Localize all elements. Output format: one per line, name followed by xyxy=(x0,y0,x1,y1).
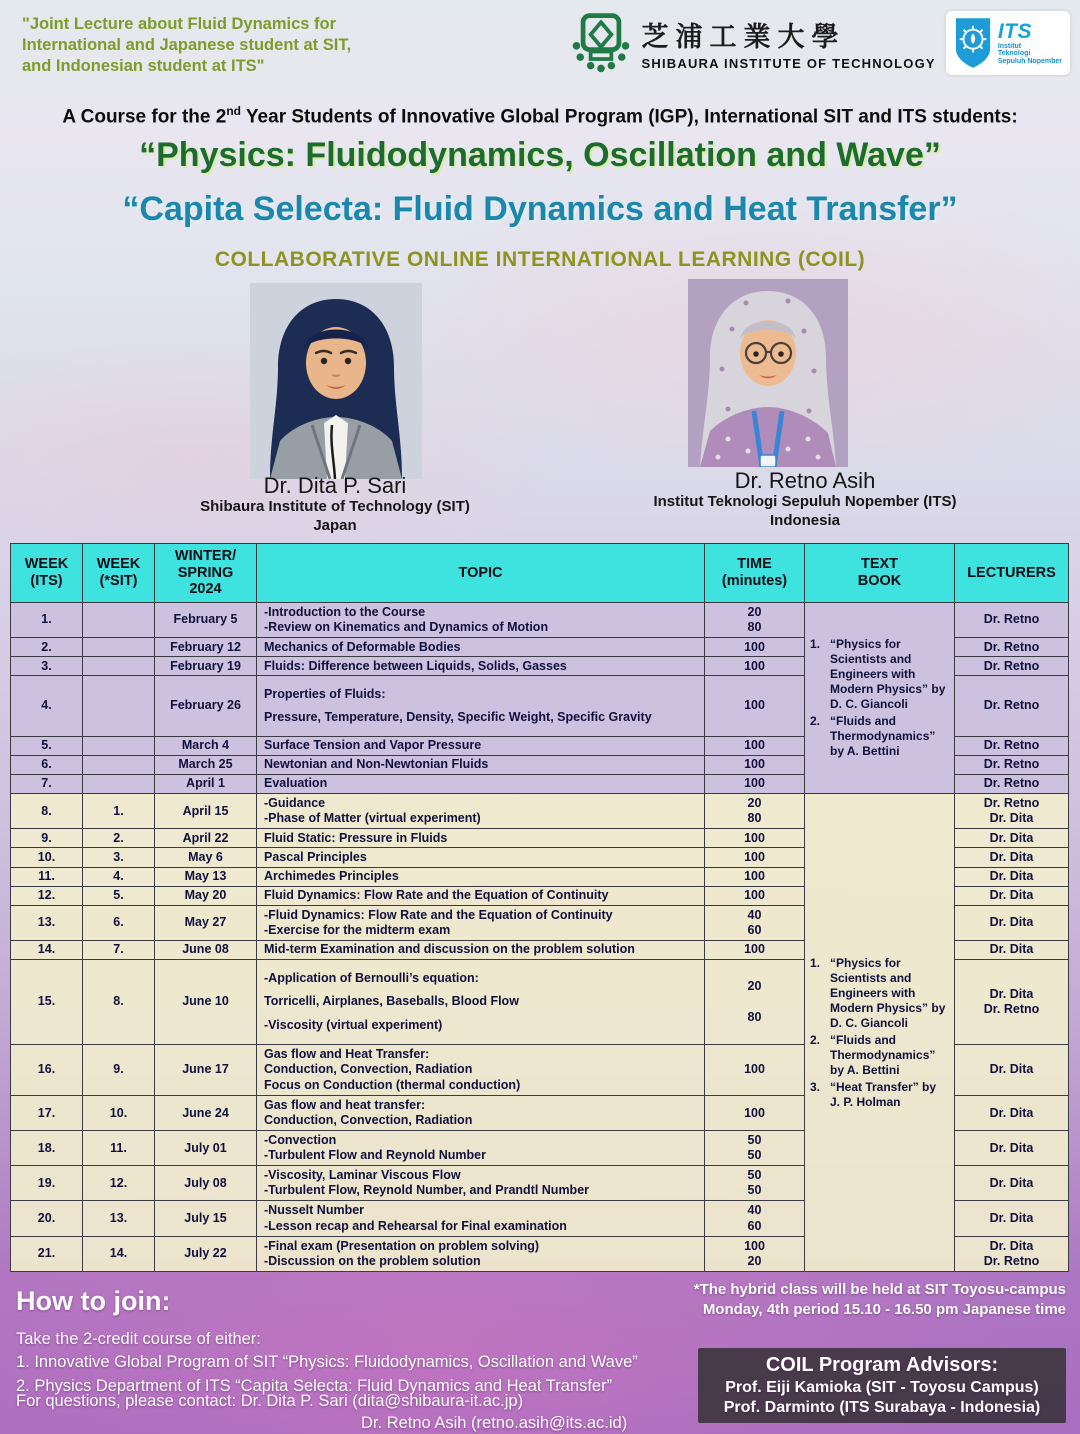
week-sit-cell: 12. xyxy=(83,1166,155,1201)
advisors-box xyxy=(698,1348,1066,1423)
column-header: TOPIC xyxy=(257,544,705,603)
lecturer-country: Japan xyxy=(313,516,357,534)
time-cell: 50 50 xyxy=(705,1131,805,1166)
topic-cell: Fluids: Difference between Liquids, Solids, Gasses xyxy=(257,657,705,676)
photo-dita xyxy=(250,283,422,484)
column-header: LECTURERS xyxy=(955,544,1069,603)
lecturer-cell: Dr. Dita xyxy=(955,1166,1069,1201)
week-sit-cell: 6. xyxy=(83,905,155,940)
time-cell: 40 60 xyxy=(705,905,805,940)
time-cell: 100 xyxy=(705,867,805,886)
topic-cell: Gas flow and heat transfer: Conduction, Convection, Radiation xyxy=(257,1096,705,1131)
time-cell: 50 50 xyxy=(705,1166,805,1201)
its-name-line: Sepuluh Nopember xyxy=(997,57,1062,65)
textbook-cell: 1. “Physics for Scientists and Engineers with Modern Physics” by D. C. Giancoli 2. “Fluids and Thermodynamics” by A. Bettini 3. “Heat Transfer” by J. P. Holman xyxy=(805,794,955,1272)
course-line-superscript: nd xyxy=(226,104,241,118)
lecturer-cell: Dr. Retno xyxy=(955,638,1069,657)
column-header: TIME (minutes) xyxy=(705,544,805,603)
topic-cell: -Convection -Turbulent Flow and Reynold Number xyxy=(257,1131,705,1166)
lecturer-cell: Dr. Dita xyxy=(955,886,1069,905)
lecturer-name: Dr. Dita P. Sari xyxy=(263,473,407,498)
lecturer-cell: Dr. Dita xyxy=(955,1044,1069,1095)
week-its-cell: 17. xyxy=(11,1096,83,1131)
week-sit-cell xyxy=(83,676,155,736)
lecturer-cell: Dr. Dita xyxy=(955,867,1069,886)
textbook-cell: 1. “Physics for Scientists and Engineers with Modern Physics” by D. C. Giancoli 2. “Fluids and Thermodynamics” by A. Bettini xyxy=(805,603,955,794)
week-sit-cell: 11. xyxy=(83,1131,155,1166)
schedule-row xyxy=(11,603,1069,638)
week-sit-cell xyxy=(83,775,155,794)
topic-cell: Surface Tension and Vapor Pressure xyxy=(257,736,705,755)
week-sit-cell: 14. xyxy=(83,1236,155,1271)
lecturer-cell: Dr. Dita xyxy=(955,941,1069,960)
week-its-cell: 2. xyxy=(11,638,83,657)
topic-cell: Archimedes Principles xyxy=(257,867,705,886)
week-its-cell: 14. xyxy=(11,941,83,960)
note-line: *The hybrid class will be held at SIT Toyosu-campus xyxy=(693,1281,1066,1298)
sit-name: SHIBAURA INSTITUTE OF TECHNOLOGY xyxy=(641,56,936,71)
week-sit-cell xyxy=(83,736,155,755)
week-sit-cell xyxy=(83,657,155,676)
lecturer-affiliation: Institut Teknologi Sepuluh Nopember (ITS) xyxy=(653,493,957,511)
date-cell: February 26 xyxy=(155,676,257,736)
week-its-cell: 10. xyxy=(11,848,83,867)
lecturer-affiliation: Shibaura Institute of Technology (SIT) xyxy=(200,498,470,516)
time-cell: 20 80 xyxy=(705,960,805,1045)
week-sit-cell: 4. xyxy=(83,867,155,886)
date-cell: March 4 xyxy=(155,736,257,755)
week-sit-cell: 10. xyxy=(83,1096,155,1131)
topic-cell: -Introduction to the Course -Review on Kinematics and Dynamics of Motion xyxy=(257,603,705,638)
course-line-suffix: Year Students of Innovative Global Program (IGP), International SIT and ITS students: xyxy=(241,106,1018,128)
topic-cell: -Application of Bernoulli’s equation: Torricelli, Airplanes, Baseballs, Blood Flow -Viscosity (virtual experiment) xyxy=(257,960,705,1045)
week-sit-cell xyxy=(83,755,155,774)
its-logo-text xyxy=(998,21,1062,65)
week-its-cell: 13. xyxy=(11,905,83,940)
week-sit-cell xyxy=(83,603,155,638)
topic-cell: Mid-term Examination and discussion on the problem solution xyxy=(257,941,705,960)
join-line: 2. Physics Department of ITS “Capita Selecta: Fluid Dynamics and Heat Transfer” xyxy=(16,1376,613,1395)
lecturer-cell: Dr. Retno xyxy=(955,603,1069,638)
topic-cell: Gas flow and Heat Transfer: Conduction, Convection, Radiation Focus on Conduction (thermal conduction) xyxy=(257,1044,705,1095)
schedule-row xyxy=(11,794,1069,829)
time-cell: 100 xyxy=(705,657,805,676)
topic-cell: Evaluation xyxy=(257,775,705,794)
lecturer-cell: Dr. Dita xyxy=(955,848,1069,867)
lecturer-cell: Dr. Dita xyxy=(955,1131,1069,1166)
lecturer-caption-retno xyxy=(565,468,1045,530)
date-cell: June 17 xyxy=(155,1044,257,1095)
week-its-cell: 12. xyxy=(11,886,83,905)
logo-bar xyxy=(568,10,1071,76)
join-instructions xyxy=(16,1328,638,1398)
lecturer-cell: Dr. Retno xyxy=(955,736,1069,755)
join-line: 1. Innovative Global Program of SIT “Physics: Fluidodynamics, Oscillation and Wave” xyxy=(16,1353,638,1372)
date-cell: February 12 xyxy=(155,638,257,657)
topic-cell: -Final exam (Presentation on problem solving) -Discussion on the problem solution xyxy=(257,1236,705,1271)
topic-cell: Newtonian and Non-Newtonian Fluids xyxy=(257,755,705,774)
week-its-cell: 8. xyxy=(11,794,83,829)
sit-kanji: 芝浦工業大學 xyxy=(641,22,846,52)
time-cell: 100 xyxy=(705,638,805,657)
column-header: WEEK (*SIT) xyxy=(83,544,155,603)
lecturer-cell: Dr. Dita xyxy=(955,1096,1069,1131)
footer xyxy=(16,1278,1066,1434)
its-abbr: ITS xyxy=(997,19,1032,43)
hybrid-class-note xyxy=(694,1280,1066,1320)
lecturer-cell: Dr. Dita xyxy=(955,829,1069,848)
week-its-cell: 21. xyxy=(11,1236,83,1271)
sit-logo-text xyxy=(642,15,936,71)
date-cell: June 24 xyxy=(155,1096,257,1131)
week-its-cell: 1. xyxy=(11,603,83,638)
course-audience-line xyxy=(0,104,1080,128)
date-cell: April 1 xyxy=(155,775,257,794)
time-cell: 100 xyxy=(705,886,805,905)
schedule-header-row xyxy=(11,544,1069,603)
header-quote xyxy=(22,14,562,77)
time-cell: 100 xyxy=(705,775,805,794)
topic-cell: -Viscosity, Laminar Viscous Flow -Turbulent Flow, Reynold Number, and Prandtl Number xyxy=(257,1166,705,1201)
lecturer-cell: Dr. Dita xyxy=(955,1201,1069,1236)
week-its-cell: 11. xyxy=(11,867,83,886)
its-logo xyxy=(946,11,1070,75)
week-its-cell: 7. xyxy=(11,775,83,794)
week-sit-cell: 3. xyxy=(83,848,155,867)
topic-cell: Fluid Dynamics: Flow Rate and the Equation of Continuity xyxy=(257,886,705,905)
date-cell: March 25 xyxy=(155,755,257,774)
topic-cell: Pascal Principles xyxy=(257,848,705,867)
quote-line: "Joint Lecture about Fluid Dynamics for xyxy=(22,15,337,33)
time-cell: 100 xyxy=(705,676,805,736)
week-its-cell: 5. xyxy=(11,736,83,755)
column-header: WINTER/ SPRING 2024 xyxy=(155,544,257,603)
lecturer-cell: Dr. Retno xyxy=(955,657,1069,676)
week-its-cell: 19. xyxy=(11,1166,83,1201)
column-header: TEXT BOOK xyxy=(805,544,955,603)
time-cell: 100 xyxy=(705,1044,805,1095)
week-sit-cell: 2. xyxy=(83,829,155,848)
date-cell: July 08 xyxy=(155,1166,257,1201)
time-cell: 20 80 xyxy=(705,603,805,638)
week-its-cell: 16. xyxy=(11,1044,83,1095)
quote-line: and Indonesian student at ITS" xyxy=(22,57,265,76)
how-to-join-heading: How to join: xyxy=(16,1286,171,1316)
week-its-cell: 9. xyxy=(11,829,83,848)
sit-seal-icon xyxy=(568,10,634,76)
sit-logo xyxy=(568,10,936,76)
date-cell: February 5 xyxy=(155,603,257,638)
time-cell: 40 60 xyxy=(705,1201,805,1236)
week-sit-cell: 7. xyxy=(83,941,155,960)
time-cell: 100 20 xyxy=(705,1236,805,1271)
time-cell: 100 xyxy=(705,848,805,867)
advisor-name: Prof. Eiji Kamioka (SIT - Toyosu Campus) xyxy=(725,1379,1039,1396)
date-cell: July 15 xyxy=(155,1201,257,1236)
topic-cell: Mechanics of Deformable Bodies xyxy=(257,638,705,657)
column-header: WEEK (ITS) xyxy=(11,544,83,603)
schedule-table xyxy=(10,543,1069,1272)
week-its-cell: 15. xyxy=(11,960,83,1045)
time-cell: 100 xyxy=(705,755,805,774)
date-cell: April 15 xyxy=(155,794,257,829)
its-shield-icon xyxy=(954,16,992,70)
lecturer-cell: Dr. Retno Dr. Dita xyxy=(955,794,1069,829)
contact-line-dita: For questions, please contact: Dr. Dita P. Sari (dita@shibaura-it.ac.jp) xyxy=(16,1392,524,1410)
date-cell: June 08 xyxy=(155,941,257,960)
date-cell: April 22 xyxy=(155,829,257,848)
date-cell: July 01 xyxy=(155,1131,257,1166)
week-its-cell: 6. xyxy=(11,755,83,774)
course-line-prefix: A Course for the 2 xyxy=(62,106,227,128)
join-line: Take the 2-credit course of either: xyxy=(16,1330,261,1348)
topic-cell: -Fluid Dynamics: Flow Rate and the Equation of Continuity -Exercise for the midterm exam xyxy=(257,905,705,940)
time-cell: 20 80 xyxy=(705,794,805,829)
week-sit-cell: 13. xyxy=(83,1201,155,1236)
date-cell: May 27 xyxy=(155,905,257,940)
time-cell: 100 xyxy=(705,1096,805,1131)
lecturer-cell: Dr. Dita Dr. Retno xyxy=(955,1236,1069,1271)
week-its-cell: 4. xyxy=(11,676,83,736)
contact-line-retno: Dr. Retno Asih (retno.asih@its.ac.id) xyxy=(361,1414,628,1432)
lecturer-cell: Dr. Retno xyxy=(955,676,1069,736)
lecturer-cell: Dr. Dita Dr. Retno xyxy=(955,960,1069,1045)
date-cell: February 19 xyxy=(155,657,257,676)
quote-line: International and Japanese student at SIT, xyxy=(22,36,352,55)
its-name-line: Teknologi xyxy=(997,50,1031,58)
week-sit-cell: 9. xyxy=(83,1044,155,1095)
lecturer-caption-dita xyxy=(110,473,560,535)
lecturer-cell: Dr. Retno xyxy=(955,755,1069,774)
time-cell: 100 xyxy=(705,736,805,755)
week-sit-cell: 5. xyxy=(83,886,155,905)
week-sit-cell xyxy=(83,638,155,657)
topic-cell: Properties of Fluids: Pressure, Temperature, Density, Specific Weight, Specific Gravity xyxy=(257,676,705,736)
topic-cell: -Guidance -Phase of Matter (virtual experiment) xyxy=(257,794,705,829)
course-title-its: “Capita Selecta: Fluid Dynamics and Heat Transfer” xyxy=(122,190,958,228)
advisors-title: COIL Program Advisors: xyxy=(765,1354,999,1376)
note-line: Monday, 4th period 15.10 - 16.50 pm Japanese time xyxy=(702,1300,1066,1318)
its-name-line: Institut xyxy=(997,43,1022,50)
time-cell: 100 xyxy=(705,829,805,848)
coil-subtitle: COLLABORATIVE ONLINE INTERNATIONAL LEARNING (COIL) xyxy=(214,248,866,271)
topic-cell: Fluid Static: Pressure in Fluids xyxy=(257,829,705,848)
lecturer-country: Indonesia xyxy=(769,511,840,529)
week-its-cell: 18. xyxy=(11,1131,83,1166)
date-cell: June 10 xyxy=(155,960,257,1045)
lecturer-cell: Dr. Retno xyxy=(955,775,1069,794)
week-its-cell: 3. xyxy=(11,657,83,676)
date-cell: May 6 xyxy=(155,848,257,867)
lecturer-name: Dr. Retno Asih xyxy=(734,468,876,493)
week-sit-cell: 1. xyxy=(83,794,155,829)
time-cell: 100 xyxy=(705,941,805,960)
date-cell: July 22 xyxy=(155,1236,257,1271)
photo-retno xyxy=(688,279,848,472)
topic-cell: -Nusselt Number -Lesson recap and Rehearsal for Final examination xyxy=(257,1201,705,1236)
week-its-cell: 20. xyxy=(11,1201,83,1236)
date-cell: May 20 xyxy=(155,886,257,905)
date-cell: May 13 xyxy=(155,867,257,886)
course-title-sit: “Physics: Fluidodynamics, Oscillation and Wave” xyxy=(139,136,941,174)
advisor-name: Prof. Darminto (ITS Surabaya - Indonesia) xyxy=(723,1399,1041,1416)
lecturer-cell: Dr. Dita xyxy=(955,905,1069,940)
week-sit-cell: 8. xyxy=(83,960,155,1045)
